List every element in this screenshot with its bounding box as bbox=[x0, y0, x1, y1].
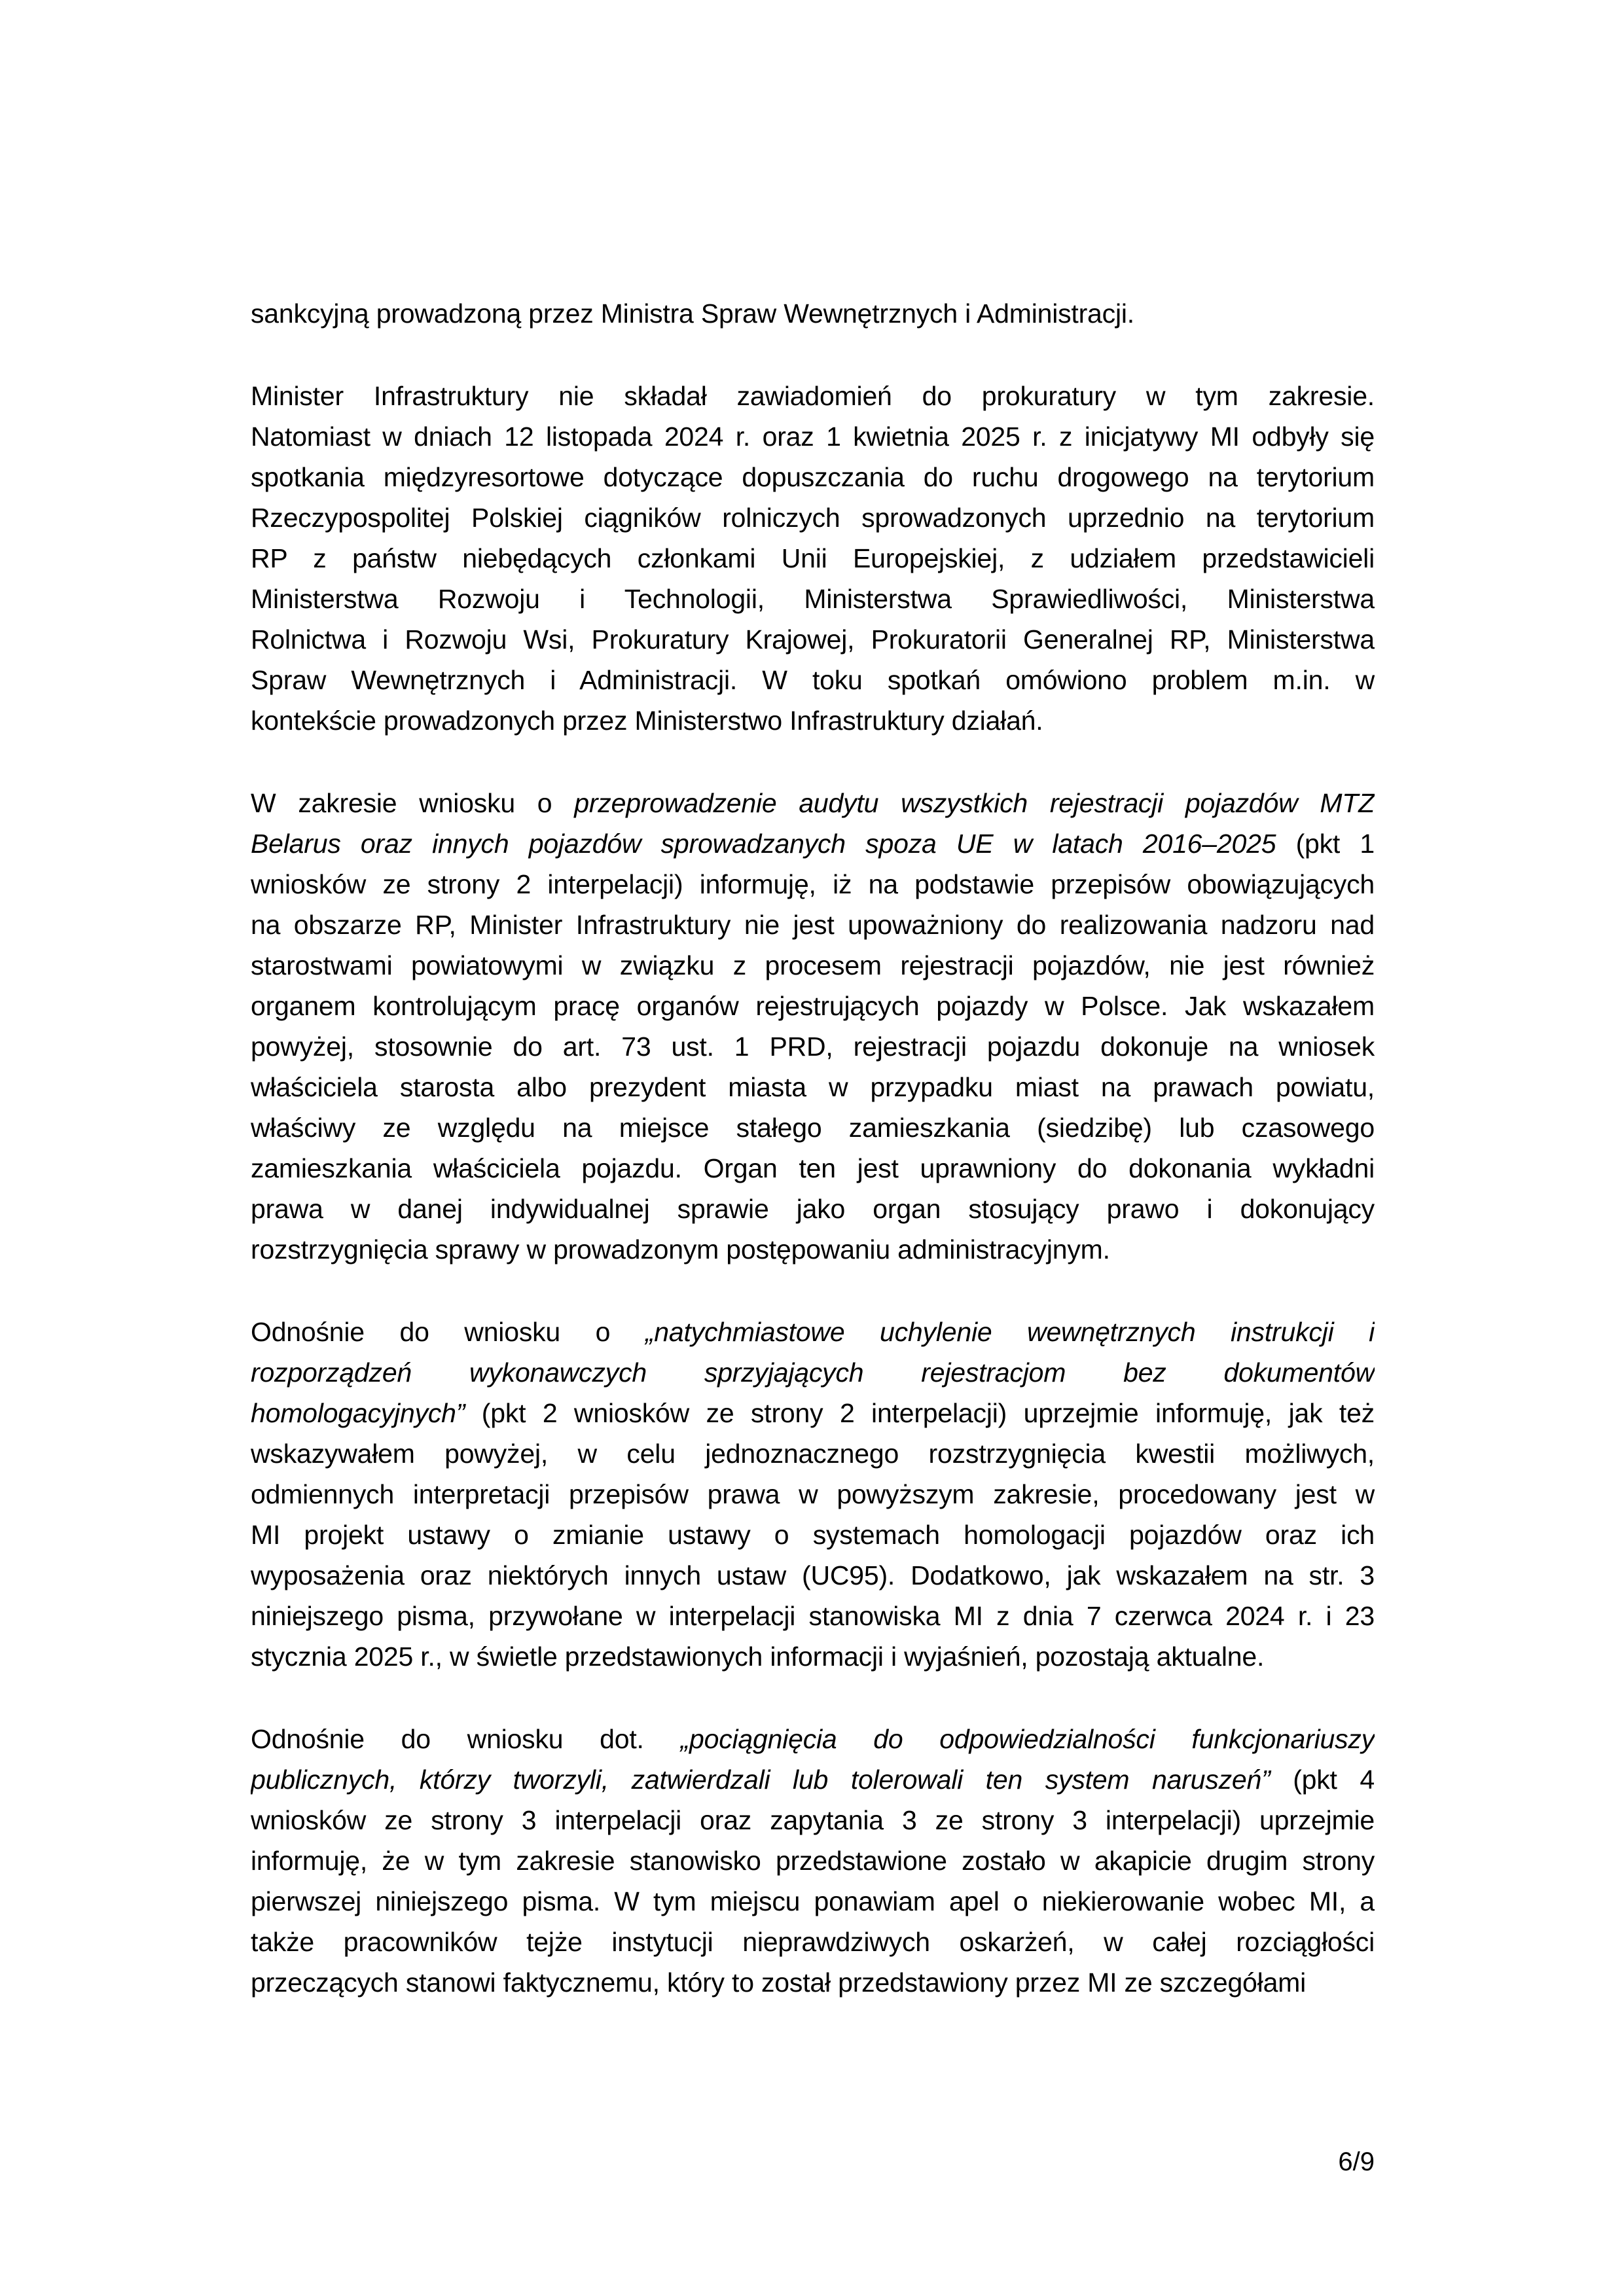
text-run: (pkt 2 wniosków ze strony 2 interpelacji) uprzejmie informuję, jak też bbox=[465, 1398, 1375, 1428]
text-line bbox=[251, 1596, 1375, 1636]
text-line bbox=[251, 1474, 1375, 1515]
text-line bbox=[251, 1881, 1375, 1922]
text-run: powyżej, stosownie do art. 73 ust. 1 PRD, rejestracji pojazdu dokonuje na wniosek bbox=[251, 1031, 1375, 1062]
paragraph bbox=[251, 1312, 1375, 1677]
text-run: (pkt 1 bbox=[1276, 829, 1375, 859]
text-line bbox=[251, 986, 1375, 1026]
text-line bbox=[251, 1840, 1375, 1881]
text-line bbox=[251, 660, 1375, 700]
text-line bbox=[251, 700, 1375, 741]
text-run: Rzeczypospolitej Polskiej ciągników rolniczych sprowadzonych uprzednio na terytorium bbox=[251, 503, 1375, 533]
text-line bbox=[251, 905, 1375, 945]
text-run: rozstrzygnięcia sprawy w prowadzonym postępowaniu administracyjnym. bbox=[251, 1234, 1110, 1265]
text-run: stycznia 2025 r., w świetle przedstawionych informacji i wyjaśnień, pozostają aktualne. bbox=[251, 1641, 1265, 1672]
text-line bbox=[251, 1107, 1375, 1148]
text-run: MI projekt ustawy o zmianie ustawy o systemach homologacji pojazdów oraz ich bbox=[251, 1520, 1375, 1550]
text-run: także pracowników tejże instytucji nieprawdziwych oskarżeń, w całej rozciągłości bbox=[251, 1927, 1375, 1957]
italic-text-run: „pociągnięcia do odpowiedzialności funkcjonariuszy bbox=[680, 1724, 1375, 1754]
text-line bbox=[251, 457, 1375, 497]
text-run: starostwami powiatowymi w związku z procesem rejestracji pojazdów, nie jest również bbox=[251, 950, 1375, 980]
text-run: Natomiast w dniach 12 listopada 2024 r. oraz 1 kwietnia 2025 r. z inicjatywy MI odbyły się bbox=[251, 422, 1375, 452]
text-line bbox=[251, 1393, 1375, 1433]
text-line bbox=[251, 1922, 1375, 1962]
text-run: wniosków ze strony 3 interpelacji oraz zapytania 3 ze strony 3 interpelacji) uprzejmie bbox=[251, 1805, 1375, 1835]
text-line bbox=[251, 945, 1375, 986]
text-line bbox=[251, 864, 1375, 905]
text-run: wyposażenia oraz niektórych innych ustaw (UC95). Dodatkowo, jak wskazałem na str. 3 bbox=[251, 1560, 1375, 1590]
text-line bbox=[251, 376, 1375, 416]
text-line bbox=[251, 1229, 1375, 1270]
text-run: Odnośnie do wniosku dot. bbox=[251, 1724, 681, 1754]
text-line bbox=[251, 823, 1375, 864]
text-run: Odnośnie do wniosku o bbox=[251, 1317, 645, 1347]
text-line bbox=[251, 1067, 1375, 1107]
text-run: Spraw Wewnętrznych i Administracji. W toku spotkań omówiono problem m.in. w bbox=[251, 665, 1375, 695]
document-body bbox=[251, 293, 1375, 2045]
text-line bbox=[251, 1189, 1375, 1229]
text-line bbox=[251, 1312, 1375, 1352]
text-run: właściciela starosta albo prezydent miasta w przypadku miast na prawach powiatu, bbox=[251, 1072, 1375, 1102]
italic-text-run: przeprowadzenie audytu wszystkich rejestracji pojazdów MTZ bbox=[574, 788, 1375, 818]
text-line bbox=[251, 783, 1375, 823]
text-run: organem kontrolującym pracę organów rejestrujących pojazdy w Polsce. Jak wskazałem bbox=[251, 991, 1375, 1021]
text-line bbox=[251, 538, 1375, 579]
text-line bbox=[251, 579, 1375, 619]
text-line bbox=[251, 1515, 1375, 1555]
text-run: niniejszego pisma, przywołane w interpelacji stanowiska MI z dnia 7 czerwca 2024 r. i 23 bbox=[251, 1601, 1375, 1631]
text-run: W zakresie wniosku o bbox=[251, 788, 575, 818]
text-run: Rolnictwa i Rozwoju Wsi, Prokuratury Krajowej, Prokuratorii Generalnej RP, Ministerstwa bbox=[251, 624, 1375, 655]
italic-text-run: publicznych, którzy tworzyli, zatwierdzali lub tolerowali ten system naruszeń” bbox=[251, 1765, 1271, 1795]
text-line bbox=[251, 1800, 1375, 1840]
text-run: Ministerstwa Rozwoju i Technologii, Ministerstwa Sprawiedliwości, Ministerstwa bbox=[251, 584, 1375, 614]
text-run: wniosków ze strony 2 interpelacji) informuję, iż na podstawie przepisów obowiązujących bbox=[251, 869, 1375, 899]
italic-text-run: rozporządzeń wykonawczych sprzyjających rejestracjom bez dokumentów bbox=[251, 1357, 1375, 1388]
text-run: odmiennych interpretacji przepisów prawa w powyższym zakresie, procedowany jest w bbox=[251, 1479, 1375, 1509]
text-line bbox=[251, 1148, 1375, 1189]
text-line bbox=[251, 1636, 1375, 1677]
text-line bbox=[251, 1719, 1375, 1759]
paragraph bbox=[251, 293, 1375, 334]
text-run: wskazywałem powyżej, w celu jednoznacznego rozstrzygnięcia kwestii możliwych, bbox=[251, 1439, 1375, 1469]
text-line bbox=[251, 1555, 1375, 1596]
text-line bbox=[251, 1962, 1375, 2003]
text-line bbox=[251, 1026, 1375, 1067]
italic-text-run: Belarus oraz innych pojazdów sprowadzanych spoza UE w latach 2016–2025 bbox=[251, 829, 1276, 859]
text-line bbox=[251, 416, 1375, 457]
text-run: Minister Infrastruktury nie składał zawiadomień do prokuratury w tym zakresie. bbox=[251, 381, 1375, 411]
text-run: zamieszkania właściciela pojazdu. Organ ten jest uprawniony do dokonania wykładni bbox=[251, 1153, 1375, 1183]
text-run: spotkania międzyresortowe dotyczące dopuszczania do ruchu drogowego na terytorium bbox=[251, 462, 1375, 492]
page-number: 6/9 bbox=[1338, 2147, 1375, 2176]
text-run: prawa w danej indywidualnej sprawie jako organ stosujący prawo i dokonujący bbox=[251, 1194, 1375, 1224]
text-line bbox=[251, 1352, 1375, 1393]
text-line bbox=[251, 293, 1375, 334]
text-line bbox=[251, 619, 1375, 660]
italic-text-run: homologacyjnych” bbox=[251, 1398, 465, 1428]
text-run: informuję, że w tym zakresie stanowisko przedstawione zostało w akapicie drugim strony bbox=[251, 1846, 1375, 1876]
text-run: RP z państw niebędących członkami Unii Europejskiej, z udziałem przedstawicieli bbox=[251, 543, 1375, 573]
text-line bbox=[251, 1433, 1375, 1474]
paragraph bbox=[251, 376, 1375, 741]
text-run: (pkt 4 bbox=[1270, 1765, 1375, 1795]
text-run: przeczących stanowi faktycznemu, który to został przedstawiony przez MI ze szczegółami bbox=[251, 1967, 1307, 1998]
paragraph bbox=[251, 1719, 1375, 2003]
text-run: pierwszej niniejszego pisma. W tym miejscu ponawiam apel o niekierowanie wobec MI, a bbox=[251, 1886, 1375, 1916]
text-run: właściwy ze względu na miejsce stałego zamieszkania (siedzibę) lub czasowego bbox=[251, 1113, 1375, 1143]
text-run: kontekście prowadzonych przez Ministerstwo Infrastruktury działań. bbox=[251, 706, 1043, 736]
text-line bbox=[251, 497, 1375, 538]
text-line bbox=[251, 1759, 1375, 1800]
text-run: na obszarze RP, Minister Infrastruktury nie jest upoważniony do realizowania nadzoru nad bbox=[251, 910, 1375, 940]
text-run: sankcyjną prowadzoną przez Ministra Spraw Wewnętrznych i Administracji. bbox=[251, 298, 1134, 329]
paragraph bbox=[251, 783, 1375, 1270]
italic-text-run: „natychmiastowe uchylenie wewnętrznych instrukcji i bbox=[645, 1317, 1375, 1347]
